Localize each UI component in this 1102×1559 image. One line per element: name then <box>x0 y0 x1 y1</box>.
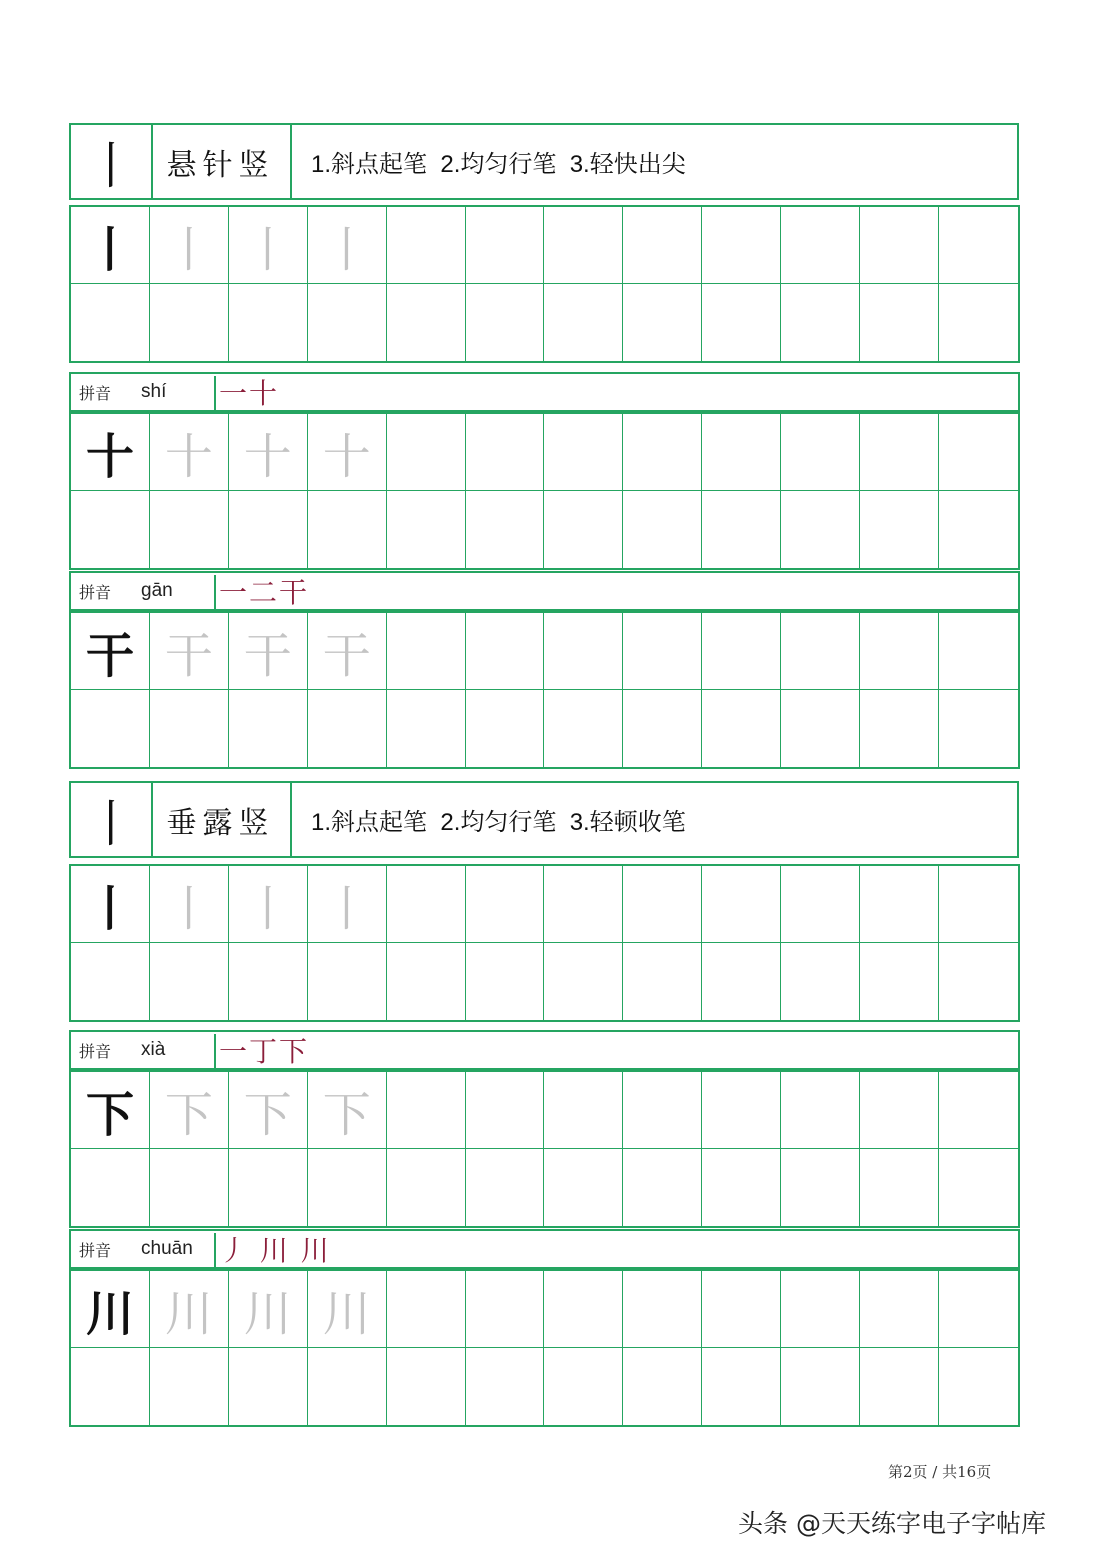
empty-practice-cell <box>623 1149 702 1226</box>
pinyin-label: 拼音 <box>79 1240 112 1260</box>
empty-practice-cell <box>939 414 1018 491</box>
empty-practice-cell <box>623 1348 702 1425</box>
practice-grid <box>69 205 1020 363</box>
empty-practice-cell <box>623 284 702 361</box>
empty-practice-cell <box>466 284 545 361</box>
empty-practice-cell <box>150 1348 229 1425</box>
trace-character: 丨 <box>308 866 387 943</box>
pinyin-row <box>69 571 1020 611</box>
pinyin-value: chuān <box>141 1238 193 1259</box>
empty-practice-cell <box>860 943 939 1020</box>
model-character: 干 <box>71 613 150 690</box>
stroke-glyph: 丨 <box>71 125 153 198</box>
divider <box>214 1034 216 1068</box>
empty-practice-cell <box>229 1348 308 1425</box>
practice-grid <box>69 1070 1020 1228</box>
empty-practice-cell <box>466 491 545 568</box>
empty-practice-cell <box>781 866 860 943</box>
empty-practice-cell <box>308 491 387 568</box>
empty-practice-cell <box>781 491 860 568</box>
empty-practice-cell <box>466 1149 545 1226</box>
empty-practice-cell <box>623 943 702 1020</box>
empty-practice-cell <box>702 207 781 284</box>
trace-character: 川 <box>229 1271 308 1348</box>
trace-character: 丨 <box>229 866 308 943</box>
empty-practice-cell <box>781 207 860 284</box>
empty-practice-cell <box>702 1271 781 1348</box>
divider <box>214 575 216 609</box>
empty-practice-cell <box>623 613 702 690</box>
empty-practice-cell <box>860 1149 939 1226</box>
stroke-glyph: 丨 <box>71 783 153 856</box>
empty-practice-cell <box>544 613 623 690</box>
empty-practice-cell <box>623 1271 702 1348</box>
empty-practice-cell <box>544 284 623 361</box>
trace-character: 干 <box>150 613 229 690</box>
empty-practice-cell <box>544 943 623 1020</box>
empty-practice-cell <box>544 690 623 767</box>
empty-practice-cell <box>387 690 466 767</box>
empty-practice-cell <box>702 284 781 361</box>
empty-practice-cell <box>544 207 623 284</box>
empty-practice-cell <box>939 1149 1018 1226</box>
empty-practice-cell <box>387 284 466 361</box>
empty-practice-cell <box>781 943 860 1020</box>
stroke-order: 一二干 <box>219 576 310 609</box>
empty-practice-cell <box>150 1149 229 1226</box>
empty-practice-cell <box>702 1072 781 1149</box>
pinyin-value: shí <box>141 381 167 402</box>
watermark: 头条 @天天练字电子字帖库 <box>738 1509 1046 1538</box>
empty-practice-cell <box>623 491 702 568</box>
trace-character: 下 <box>229 1072 308 1149</box>
page-footer: 第2页 / 共16页 <box>888 1463 992 1481</box>
trace-character: 丨 <box>150 207 229 284</box>
empty-practice-cell <box>544 1271 623 1348</box>
pinyin-value: gān <box>141 580 173 601</box>
model-character: 下 <box>71 1072 150 1149</box>
empty-practice-cell <box>71 1348 150 1425</box>
empty-practice-cell <box>939 1271 1018 1348</box>
empty-practice-cell <box>308 1149 387 1226</box>
empty-practice-cell <box>939 1072 1018 1149</box>
empty-practice-cell <box>781 690 860 767</box>
empty-practice-cell <box>860 613 939 690</box>
empty-practice-cell <box>781 1271 860 1348</box>
empty-practice-cell <box>702 613 781 690</box>
empty-practice-cell <box>544 866 623 943</box>
stroke-order: 一十 <box>219 377 280 410</box>
empty-practice-cell <box>387 1149 466 1226</box>
empty-practice-cell <box>702 943 781 1020</box>
empty-practice-cell <box>387 1271 466 1348</box>
empty-practice-cell <box>860 1072 939 1149</box>
divider <box>214 1233 216 1267</box>
empty-practice-cell <box>939 690 1018 767</box>
empty-practice-cell <box>860 491 939 568</box>
empty-practice-cell <box>702 1149 781 1226</box>
empty-practice-cell <box>229 690 308 767</box>
trace-character: 下 <box>150 1072 229 1149</box>
empty-practice-cell <box>229 284 308 361</box>
pinyin-row <box>69 372 1020 412</box>
empty-practice-cell <box>387 414 466 491</box>
empty-practice-cell <box>466 690 545 767</box>
empty-practice-cell <box>544 414 623 491</box>
empty-practice-cell <box>150 690 229 767</box>
empty-practice-cell <box>387 1348 466 1425</box>
trace-character: 十 <box>229 414 308 491</box>
empty-practice-cell <box>466 613 545 690</box>
empty-practice-cell <box>387 1072 466 1149</box>
empty-practice-cell <box>860 866 939 943</box>
empty-practice-cell <box>308 284 387 361</box>
trace-character: 丨 <box>150 866 229 943</box>
empty-practice-cell <box>781 414 860 491</box>
empty-practice-cell <box>387 866 466 943</box>
empty-practice-cell <box>939 943 1018 1020</box>
empty-practice-cell <box>466 1271 545 1348</box>
trace-character: 干 <box>308 613 387 690</box>
empty-practice-cell <box>623 1072 702 1149</box>
trace-character: 干 <box>229 613 308 690</box>
empty-practice-cell <box>466 1348 545 1425</box>
empty-practice-cell <box>71 284 150 361</box>
empty-practice-cell <box>387 207 466 284</box>
empty-practice-cell <box>229 1149 308 1226</box>
model-character: 川 <box>71 1271 150 1348</box>
stroke-order: 丿 川 川 <box>219 1234 331 1267</box>
empty-practice-cell <box>939 866 1018 943</box>
empty-practice-cell <box>308 943 387 1020</box>
empty-practice-cell <box>150 284 229 361</box>
pinyin-value: xià <box>141 1039 166 1060</box>
empty-practice-cell <box>466 943 545 1020</box>
empty-practice-cell <box>71 491 150 568</box>
empty-practice-cell <box>939 491 1018 568</box>
empty-practice-cell <box>860 1271 939 1348</box>
empty-practice-cell <box>860 207 939 284</box>
empty-practice-cell <box>623 207 702 284</box>
empty-practice-cell <box>544 1348 623 1425</box>
empty-practice-cell <box>860 284 939 361</box>
stroke-tips: 1.斜点起笔 2.均匀行笔 3.轻快出尖 <box>311 151 686 178</box>
empty-practice-cell <box>860 414 939 491</box>
trace-character: 十 <box>308 414 387 491</box>
stroke-header <box>69 781 1019 858</box>
trace-character: 下 <box>308 1072 387 1149</box>
empty-practice-cell <box>71 690 150 767</box>
divider <box>214 376 216 410</box>
empty-practice-cell <box>939 613 1018 690</box>
empty-practice-cell <box>702 414 781 491</box>
practice-grid <box>69 412 1020 570</box>
model-character: 丨 <box>71 866 150 943</box>
empty-practice-cell <box>781 1149 860 1226</box>
pinyin-row <box>69 1030 1020 1070</box>
empty-practice-cell <box>466 1072 545 1149</box>
empty-practice-cell <box>702 690 781 767</box>
empty-practice-cell <box>150 491 229 568</box>
model-character: 十 <box>71 414 150 491</box>
empty-practice-cell <box>781 1072 860 1149</box>
pinyin-label: 拼音 <box>79 1041 112 1061</box>
empty-practice-cell <box>544 1149 623 1226</box>
empty-practice-cell <box>939 1348 1018 1425</box>
empty-practice-cell <box>702 1348 781 1425</box>
empty-practice-cell <box>387 613 466 690</box>
empty-practice-cell <box>71 1149 150 1226</box>
pinyin-row <box>69 1229 1020 1269</box>
empty-practice-cell <box>71 943 150 1020</box>
empty-practice-cell <box>860 690 939 767</box>
trace-character: 丨 <box>308 207 387 284</box>
empty-practice-cell <box>781 284 860 361</box>
stroke-name: 垂露竖 <box>151 783 292 856</box>
trace-character: 丨 <box>229 207 308 284</box>
stroke-header <box>69 123 1019 200</box>
practice-grid <box>69 611 1020 769</box>
trace-character: 川 <box>308 1271 387 1348</box>
empty-practice-cell <box>229 491 308 568</box>
stroke-order: 一丁下 <box>219 1035 310 1068</box>
empty-practice-cell <box>781 1348 860 1425</box>
empty-practice-cell <box>544 491 623 568</box>
empty-practice-cell <box>939 284 1018 361</box>
empty-practice-cell <box>623 866 702 943</box>
practice-grid <box>69 864 1020 1022</box>
trace-character: 十 <box>150 414 229 491</box>
empty-practice-cell <box>939 207 1018 284</box>
empty-practice-cell <box>544 1072 623 1149</box>
empty-practice-cell <box>387 491 466 568</box>
empty-practice-cell <box>623 414 702 491</box>
pinyin-label: 拼音 <box>79 383 112 403</box>
stroke-tips: 1.斜点起笔 2.均匀行笔 3.轻顿收笔 <box>311 809 686 836</box>
empty-practice-cell <box>702 491 781 568</box>
empty-practice-cell <box>466 207 545 284</box>
empty-practice-cell <box>229 943 308 1020</box>
empty-practice-cell <box>308 1348 387 1425</box>
empty-practice-cell <box>466 866 545 943</box>
empty-practice-cell <box>702 866 781 943</box>
empty-practice-cell <box>623 690 702 767</box>
empty-practice-cell <box>860 1348 939 1425</box>
empty-practice-cell <box>387 943 466 1020</box>
empty-practice-cell <box>150 943 229 1020</box>
empty-practice-cell <box>466 414 545 491</box>
model-character: 丨 <box>71 207 150 284</box>
trace-character: 川 <box>150 1271 229 1348</box>
practice-grid <box>69 1269 1020 1427</box>
stroke-name: 悬针竖 <box>151 125 292 198</box>
pinyin-label: 拼音 <box>79 582 112 602</box>
empty-practice-cell <box>308 690 387 767</box>
empty-practice-cell <box>781 613 860 690</box>
